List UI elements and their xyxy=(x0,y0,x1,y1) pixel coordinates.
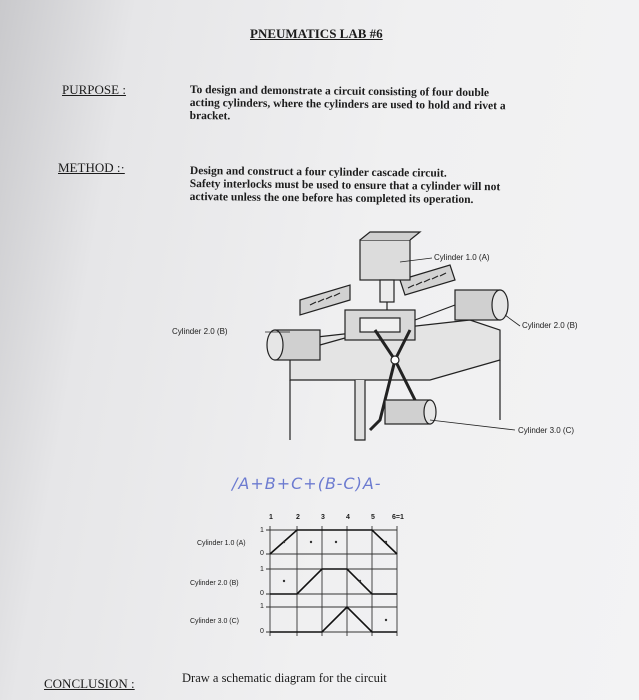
callout-cylinder-1: Cylinder 1.0 (A) xyxy=(434,253,490,262)
step-number: 2 xyxy=(296,514,300,521)
level-high: 1 xyxy=(260,527,264,534)
purpose-label: PURPOSE : xyxy=(62,82,126,97)
timing-row-label: Cylinder 1.0 (A) xyxy=(197,540,246,547)
handwritten-sequence: /A+B+C+(B-C)A- xyxy=(232,474,382,493)
timing-row-label: Cylinder 2.0 (B) xyxy=(190,580,239,587)
callout-cylinder-2-left: Cylinder 2.0 (B) xyxy=(172,327,228,336)
callout-cylinder-2-right: Cylinder 2.0 (B) xyxy=(522,321,578,330)
purpose-line: To design and demonstrate a circuit consisting of four double xyxy=(189,84,490,100)
method-line: activate unless the one before has completed its operation. xyxy=(189,190,474,206)
step-number: 4 xyxy=(346,514,350,521)
level-high: 1 xyxy=(260,603,264,610)
step-number: 1 xyxy=(269,514,273,521)
method-label: METHOD :· xyxy=(58,160,125,175)
timing-row-label: Cylinder 3.0 (C) xyxy=(190,618,240,625)
level-low: 0 xyxy=(260,590,264,597)
purpose-line: bracket. xyxy=(189,109,231,123)
method-line: Safety interlocks must be used to ensure that a cylinder will not xyxy=(189,177,501,194)
method-line: Design and construct a four cylinder cascade circuit. xyxy=(189,165,447,180)
step-number: 6=1 xyxy=(392,514,404,521)
conclusion-label: CONCLUSION : xyxy=(44,676,135,691)
conclusion-text: Draw a schematic diagram for the circuit xyxy=(182,671,387,685)
callout-cylinder-3: Cylinder 3.0 (C) xyxy=(518,426,575,435)
level-low: 0 xyxy=(260,550,264,557)
level-low: 0 xyxy=(260,628,264,635)
purpose-line: acting cylinders, where the cylinders are used to hold and rivet a xyxy=(189,96,506,113)
level-high: 1 xyxy=(260,566,264,573)
page-title: PNEUMATICS LAB #6 xyxy=(250,26,383,41)
step-number: 5 xyxy=(371,514,375,521)
step-number: 3 xyxy=(321,514,325,521)
